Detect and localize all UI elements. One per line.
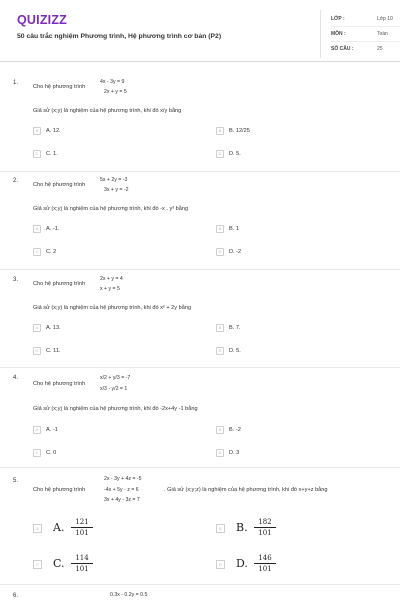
meta-row-class bbox=[331, 16, 400, 28]
meta-row-subject bbox=[331, 31, 400, 43]
option-d[interactable] bbox=[216, 248, 241, 260]
equation-line: 3x + y = -2 bbox=[104, 187, 129, 193]
header bbox=[0, 0, 400, 62]
option-c[interactable] bbox=[33, 347, 61, 359]
option-marker: C bbox=[33, 449, 41, 457]
question-text: Giả sử (x;y) là nghiệm của hệ phương trình, khi đó -x . y³ bằng bbox=[33, 206, 189, 212]
meta-key: MÔN : bbox=[331, 31, 346, 37]
option-a[interactable] bbox=[33, 324, 61, 336]
numerator: 114 bbox=[71, 553, 93, 564]
option-a[interactable] bbox=[33, 225, 59, 237]
question-text: Giả sử (x;y) là nghiệm của hệ phương trình, khi đó x/y bằng bbox=[33, 108, 182, 114]
option-marker: C bbox=[33, 248, 41, 256]
equation-line: 4x - 3y = 9 bbox=[100, 79, 125, 85]
question-label: Cho hệ phương trình bbox=[33, 381, 86, 387]
divider bbox=[0, 584, 400, 585]
denominator: 101 bbox=[75, 529, 89, 537]
option-marker: A bbox=[33, 127, 41, 135]
question-6 bbox=[0, 590, 400, 600]
option-b[interactable] bbox=[216, 225, 239, 237]
numerator: 182 bbox=[254, 517, 276, 528]
question-label: Cho hệ phương trình bbox=[33, 182, 86, 188]
option-c[interactable] bbox=[33, 248, 56, 260]
equation-line: 2x - 3y + 4z = -5 bbox=[104, 476, 142, 482]
equation-line: 3x + 4y - 3z = 7 bbox=[104, 497, 140, 503]
question-5 bbox=[0, 474, 400, 584]
question-text: Giả sử (x;y) là nghiệm của hệ phương trình, khi đó -2x+4y -1 bằng bbox=[33, 406, 198, 412]
option-marker: D bbox=[216, 347, 224, 355]
option-letter: B. bbox=[236, 521, 248, 534]
option-b[interactable] bbox=[216, 426, 241, 438]
equation-line: x/3 - y/2 = 1 bbox=[100, 386, 128, 392]
option-text: B. 7. bbox=[229, 325, 241, 331]
divider bbox=[0, 171, 400, 172]
option-c[interactable] bbox=[33, 449, 56, 461]
option-text: A. -1. bbox=[46, 226, 60, 232]
question-text: . Giả sử (x;y;z) là nghiệm của hệ phương trình, khi đó x+y+z bằng bbox=[164, 487, 328, 493]
question-number: 1. bbox=[13, 80, 19, 86]
option-d[interactable] bbox=[216, 347, 241, 359]
option-marker: A bbox=[33, 324, 41, 332]
option-c[interactable] bbox=[33, 150, 58, 162]
option-text: A. -1 bbox=[46, 427, 58, 433]
meta-box bbox=[320, 10, 400, 58]
option-d[interactable] bbox=[216, 449, 239, 461]
option-a[interactable] bbox=[33, 517, 153, 541]
denominator: 101 bbox=[258, 529, 272, 537]
meta-value: Toán bbox=[377, 31, 388, 37]
equation-line: 2x + y = 4 bbox=[100, 276, 123, 282]
option-marker: C bbox=[33, 560, 42, 569]
option-b[interactable] bbox=[216, 324, 241, 336]
equation-line: x/2 + y/3 = -7 bbox=[100, 375, 131, 381]
option-text: D. 5. bbox=[229, 151, 241, 157]
option-marker: B bbox=[216, 127, 224, 135]
option-marker: A bbox=[33, 225, 41, 233]
option-marker: A bbox=[33, 426, 41, 434]
option-text: A. 13. bbox=[46, 325, 61, 331]
denominator: 101 bbox=[75, 565, 89, 573]
option-text: D. 5. bbox=[229, 348, 241, 354]
question-4 bbox=[0, 373, 400, 463]
option-marker: B bbox=[216, 524, 225, 533]
option-fraction bbox=[254, 517, 276, 538]
question-label: Cho hệ phương trình bbox=[33, 487, 86, 493]
numerator: 146 bbox=[254, 553, 276, 564]
option-marker: D bbox=[216, 449, 224, 457]
equation-line: 0.3x - 0.2y = 0.5 bbox=[110, 592, 148, 598]
option-letter: A. bbox=[53, 521, 65, 534]
option-marker: D bbox=[216, 560, 225, 569]
question-number: 3. bbox=[13, 277, 19, 283]
equation-line: x + y = 5 bbox=[100, 286, 120, 292]
option-text: C. 2 bbox=[46, 249, 57, 255]
option-marker: B bbox=[216, 324, 224, 332]
equation-line: -4x + 5y - z = 6 bbox=[104, 487, 139, 493]
question-label: Cho hệ phương trình bbox=[33, 84, 86, 90]
divider bbox=[0, 367, 400, 368]
divider bbox=[0, 467, 400, 468]
option-marker: D bbox=[216, 248, 224, 256]
question-number: 6. bbox=[13, 593, 19, 599]
option-text: B. -2 bbox=[229, 427, 241, 433]
option-text: B. 1 bbox=[229, 226, 239, 232]
option-d[interactable] bbox=[216, 553, 336, 577]
option-text: C. 11. bbox=[46, 348, 61, 354]
meta-value: 25 bbox=[377, 46, 383, 52]
meta-key: LỚP : bbox=[331, 16, 345, 22]
option-marker: B bbox=[216, 426, 224, 434]
option-a[interactable] bbox=[33, 426, 58, 438]
question-3 bbox=[0, 275, 400, 365]
equation-line: 5x + 2y = -3 bbox=[100, 177, 128, 183]
question-label: Cho hệ phương trình bbox=[33, 281, 86, 287]
option-c[interactable] bbox=[33, 553, 153, 577]
meta-value: Lớp 10 bbox=[377, 16, 393, 22]
option-b[interactable] bbox=[216, 127, 250, 139]
question-number: 2. bbox=[13, 178, 19, 184]
denominator: 101 bbox=[258, 565, 272, 573]
option-text: C. 0 bbox=[46, 450, 57, 456]
option-marker: B bbox=[216, 225, 224, 233]
numerator: 121 bbox=[71, 517, 93, 528]
option-marker: D bbox=[216, 150, 224, 158]
meta-row-count bbox=[331, 46, 400, 58]
question-2 bbox=[0, 176, 400, 266]
option-a[interactable] bbox=[33, 127, 61, 139]
option-fraction bbox=[254, 553, 276, 574]
question-1 bbox=[0, 78, 400, 168]
quizizz-logo: QUIZIZZ bbox=[17, 13, 68, 27]
option-d[interactable] bbox=[216, 150, 241, 162]
question-text: Giả sử (x;y) là nghiệm của hệ phương trình, khi đó x² + 2y bằng bbox=[33, 305, 192, 311]
option-marker: C bbox=[33, 347, 41, 355]
equation-line: 2x + y = 5 bbox=[104, 89, 127, 95]
option-b[interactable] bbox=[216, 517, 336, 541]
question-number: 5. bbox=[13, 478, 19, 484]
option-text: B. 12/25 bbox=[229, 128, 250, 134]
question-number: 4. bbox=[13, 375, 19, 381]
option-text: A. 12. bbox=[46, 128, 61, 134]
option-letter: D. bbox=[236, 557, 248, 570]
option-fraction bbox=[71, 517, 93, 538]
option-text: D. -2 bbox=[229, 249, 242, 255]
divider bbox=[0, 269, 400, 270]
option-text: C. 1. bbox=[46, 151, 58, 157]
option-marker: A bbox=[33, 524, 42, 533]
option-letter: C. bbox=[53, 557, 65, 570]
meta-key: SỐ CÂU : bbox=[331, 46, 354, 52]
document-title: 50 câu trắc nghiệm Phương trình, Hệ phương trình cơ bản (P2) bbox=[17, 33, 222, 40]
option-marker: C bbox=[33, 150, 41, 158]
option-text: D. 3 bbox=[229, 450, 240, 456]
option-fraction bbox=[71, 553, 93, 574]
